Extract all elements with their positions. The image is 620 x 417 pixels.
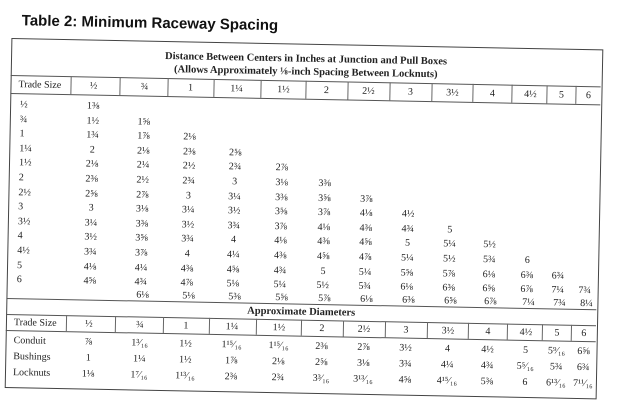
table-cell-extra: 7¼ (522, 296, 535, 308)
table-cell: 5½ (442, 253, 456, 265)
table-cell: 5 (447, 224, 453, 236)
table-cell: 2⅞ (357, 341, 370, 353)
table-cell: 4⅞ (358, 251, 372, 263)
document-page (2, 8, 612, 417)
table-cell: 3½ (181, 219, 195, 231)
table-cell: 4¾ (273, 264, 287, 276)
column-header: 3½ (441, 325, 455, 337)
table-cell: 6⅜ (442, 282, 456, 294)
row-label: 1½ (18, 157, 32, 169)
table-cell: 4⅝ (83, 275, 97, 287)
table-cell: 5⁹⁄₁₆ (547, 345, 566, 357)
table-cell: 5¾ (482, 254, 496, 266)
table-cell: 4 (444, 343, 451, 355)
row-label: 4 (17, 230, 23, 242)
table-cell: 5¼ (273, 279, 287, 291)
table-subtitle-note: (Allows Approximately ⅛-inch Spacing Between Locknuts) (173, 64, 438, 81)
table-cell: 5¼ (358, 266, 372, 278)
table-cell: 1³⁄₁₆ (131, 337, 149, 349)
row-label: Bushings (13, 351, 51, 363)
table-cell: 4⅜ (317, 236, 330, 248)
table-cell: 3¼ (84, 217, 98, 229)
table-cell: 6¾ (576, 361, 590, 374)
table-cell: 3⅝ (274, 206, 288, 218)
table-cell: 3⅜ (275, 191, 288, 203)
table-cell: 3⅜ (135, 218, 149, 230)
column-header: 1¼ (225, 321, 239, 333)
table-cell: 2⅝ (85, 188, 98, 200)
table-cell: 5⅛ (226, 278, 240, 290)
table-cell: 2⅛ (271, 356, 285, 368)
table-cell: 6⅝ (482, 283, 496, 295)
table-cell: 2⅜ (85, 173, 99, 185)
table-cell-extra: 5⅜ (228, 291, 241, 303)
diameters-header-label: Trade Size (13, 317, 57, 329)
table-cell: 2⅛ (136, 145, 150, 157)
column-header: 3½ (446, 87, 459, 99)
table-cell: 2⅛ (183, 131, 196, 143)
row-label: 2½ (18, 186, 32, 199)
spacing-header-label: Trade Size (18, 79, 62, 91)
table-cell: 5⁵⁄₁₆ (516, 360, 534, 373)
table-cell: 3¾ (83, 246, 97, 258)
table-cell: 1¹³⁄₁₆ (175, 370, 195, 382)
table-cell: 4½ (481, 344, 494, 356)
table-cell: 4⅝ (398, 374, 412, 386)
table-cell: 1⁷⁄₁₆ (130, 369, 148, 381)
table-cell: 7¾ (578, 285, 592, 297)
table-cell: 2⅜ (182, 146, 196, 158)
table-cell-extra: 5⅝ (275, 291, 288, 304)
table-cell: 2¾ (182, 175, 196, 187)
table-cell: 3¾ (227, 220, 241, 232)
table-cell: 4¾ (401, 223, 415, 235)
table-cell: 1½ (179, 338, 192, 350)
column-header: 5 (558, 89, 565, 101)
table-cell: 4⅛ (359, 207, 373, 220)
table-cell: 6⅛ (482, 268, 496, 280)
table-cell: 3 (88, 202, 94, 214)
table-cell: 4¼ (440, 359, 454, 371)
table-cell: 2⅝ (314, 356, 328, 369)
table-cell: 6¹³⁄₁₆ (545, 377, 566, 389)
table-cell: 4¼ (134, 262, 148, 274)
row-label: 1 (19, 128, 25, 140)
row-label: 3 (18, 201, 24, 213)
table-cell: 1¼ (132, 353, 146, 365)
table-cell: 2¾ (228, 161, 242, 173)
table-cell-extra: 8¼ (580, 297, 593, 310)
table-cell: 3⅛ (275, 177, 289, 189)
table-subtitle: Distance Between Centers in Inches at Junction and Pull Boxes (164, 50, 448, 68)
table-cell: 4⅝ (226, 263, 240, 276)
column-header: ½ (89, 80, 98, 92)
row-label: 1¼ (19, 143, 32, 155)
table-cell: 3½ (227, 205, 241, 217)
table-cell: 6⅜ (520, 269, 534, 281)
table-cell: 3⅛ (356, 357, 370, 369)
table-cell: 3⅞ (317, 207, 331, 219)
table-cell-extra: 5⅞ (318, 292, 331, 305)
row-label: 6 (16, 274, 22, 286)
table-cell: 3¾ (181, 233, 194, 245)
table-cell: 6⅝ (577, 345, 590, 358)
table-cell: 2½ (182, 160, 196, 172)
table-cell: 1¾ (86, 129, 99, 141)
table-cell-extra: 5⅛ (182, 290, 195, 302)
table-cell: 4¾ (480, 360, 494, 372)
table-cell: 6⅛ (400, 281, 414, 293)
table-cell: 3⅛ (135, 203, 149, 215)
table-cell: 5¼ (443, 238, 456, 250)
table-cell: 2⅞ (275, 162, 289, 174)
column-header: ¾ (140, 81, 149, 93)
column-header: 6 (585, 90, 592, 102)
table-cell: 5⅝ (400, 267, 414, 279)
table-cell: 5 (404, 238, 411, 250)
table-cell: 3¹³⁄₁₆ (353, 373, 373, 386)
table-cell: 4⅜ (180, 262, 194, 275)
column-header: 1¼ (230, 83, 243, 95)
table-cell-extra: 6⅛ (360, 293, 373, 305)
table-cell: 2⅞ (136, 189, 149, 201)
table-cell: 5⅞ (442, 267, 456, 280)
table-cell-extra: 6⅛ (136, 289, 149, 301)
table-cell-extra: 6⅞ (484, 295, 497, 308)
table-cell: 5¼ (400, 252, 414, 264)
table-cell: 3⅝ (318, 192, 331, 204)
column-header: ½ (85, 318, 93, 330)
table-cell: 2¼ (136, 159, 150, 172)
table-cell: 5¾ (549, 361, 563, 373)
table-cell: 4¾ (134, 276, 148, 288)
row-label: ¾ (19, 113, 28, 125)
column-header: 4 (489, 88, 496, 100)
table-cell: 4 (184, 248, 190, 260)
table-cell: 1¹⁵⁄₁₆ (221, 339, 242, 351)
table-cell-extra: 6⅜ (402, 294, 415, 306)
table-cell: 1⅞ (137, 130, 150, 142)
table-cell: 2⅝ (228, 147, 242, 159)
table-cell: 7¹¹⁄₁₆ (572, 377, 593, 390)
column-header: 2½ (362, 85, 375, 98)
table-cell: 3 (232, 176, 238, 188)
table-cell: 4½ (401, 208, 415, 220)
table-cell: 3⅞ (360, 193, 373, 205)
table-cell: 3⅞ (134, 247, 148, 259)
column-header: 1½ (272, 322, 286, 334)
column-header: 1½ (277, 84, 290, 96)
table-cell: 4⅛ (274, 235, 287, 247)
table-cell: 1½ (86, 115, 100, 127)
table-cell: 6 (522, 376, 528, 389)
column-header: 5 (554, 327, 560, 339)
table-cell: 4⅜ (273, 250, 287, 262)
table-cell: 2⅜ (315, 340, 328, 353)
column-header: 4 (485, 326, 491, 338)
table-cell: 4⅛ (317, 221, 331, 233)
column-header: 2 (319, 322, 325, 335)
table-cell: 4 (230, 234, 237, 246)
table-cell: 4⅝ (316, 250, 330, 263)
table-cell-extra: 6⅝ (444, 295, 457, 307)
table-cell: 7¼ (551, 284, 565, 296)
column-header: 1 (183, 320, 189, 332)
table-cell: 6⅞ (520, 284, 534, 296)
table-cell: 3⅝ (135, 232, 148, 245)
row-label: 2 (18, 172, 24, 184)
table-cell: 3 (185, 190, 192, 202)
table-cell: 2⅛ (85, 158, 99, 171)
table-cell: 1½ (178, 354, 192, 366)
column-header: 3 (403, 324, 409, 336)
table-cell: 4⅞ (180, 277, 194, 289)
table-cell: 3⅜ (318, 177, 332, 190)
table-cell: 5¾ (358, 280, 372, 293)
row-label: ½ (20, 99, 28, 111)
table-cell: 4⅝ (359, 237, 372, 249)
table-cell: 1⅞ (224, 355, 238, 367)
table-cell: 1¹⁵⁄₁₆ (268, 340, 289, 352)
table-cell: 5½ (316, 280, 330, 292)
row-label: Conduit (13, 335, 46, 347)
table-cell: 6 (524, 254, 530, 267)
column-header: 2½ (357, 323, 371, 335)
diameters-title: Approximate Diameters (247, 305, 356, 319)
table-cell: 5 (522, 344, 529, 357)
table-cell: 2 (89, 144, 95, 156)
table-cell: 1⅛ (81, 368, 95, 380)
table-cell: ⅞ (84, 336, 93, 348)
table-cell: 3¼ (228, 190, 241, 203)
table-cell: 3¼ (181, 204, 195, 216)
table-cell: 4¼ (226, 249, 240, 261)
table-cell: 5⅜ (480, 376, 494, 388)
column-header: 4½ (524, 88, 537, 101)
table-cell: 2⅜ (224, 371, 238, 383)
column-header: 6 (581, 328, 587, 340)
table-cell: 2¾ (271, 372, 285, 384)
table-cell: 1⅝ (137, 116, 151, 128)
row-label: 5 (16, 259, 23, 271)
table-cell: 6¾ (551, 270, 565, 282)
row-label: 4½ (17, 245, 30, 257)
row-label: 3½ (17, 215, 31, 228)
column-header: ¾ (136, 319, 144, 331)
table-cell: 4¹⁵⁄₁₆ (436, 375, 458, 387)
table-cell: 4⅛ (83, 261, 97, 273)
table-title: Table 2: Minimum Raceway Spacing (21, 12, 279, 35)
column-header: 3 (407, 86, 414, 98)
table-cell: 5½ (483, 239, 496, 251)
table-cell-extra: 7¾ (553, 297, 566, 309)
table-cell: 1 (85, 352, 91, 364)
row-label: Locknuts (12, 367, 51, 379)
column-header: 4½ (519, 326, 533, 339)
table-cell: 3¾ (398, 358, 412, 370)
table-cell: 4⅜ (359, 222, 373, 234)
table-cell: 5 (320, 265, 326, 277)
table-cell: 3³⁄₁₆ (312, 372, 330, 385)
table-cell: 1⅜ (86, 100, 100, 112)
column-header: 1 (187, 82, 194, 94)
table-cell: 3½ (84, 231, 97, 244)
table-cell: 3½ (399, 342, 412, 354)
table-cell: 2½ (136, 174, 150, 186)
table-cell: 3⅞ (274, 220, 288, 233)
column-header: 2 (323, 85, 330, 97)
